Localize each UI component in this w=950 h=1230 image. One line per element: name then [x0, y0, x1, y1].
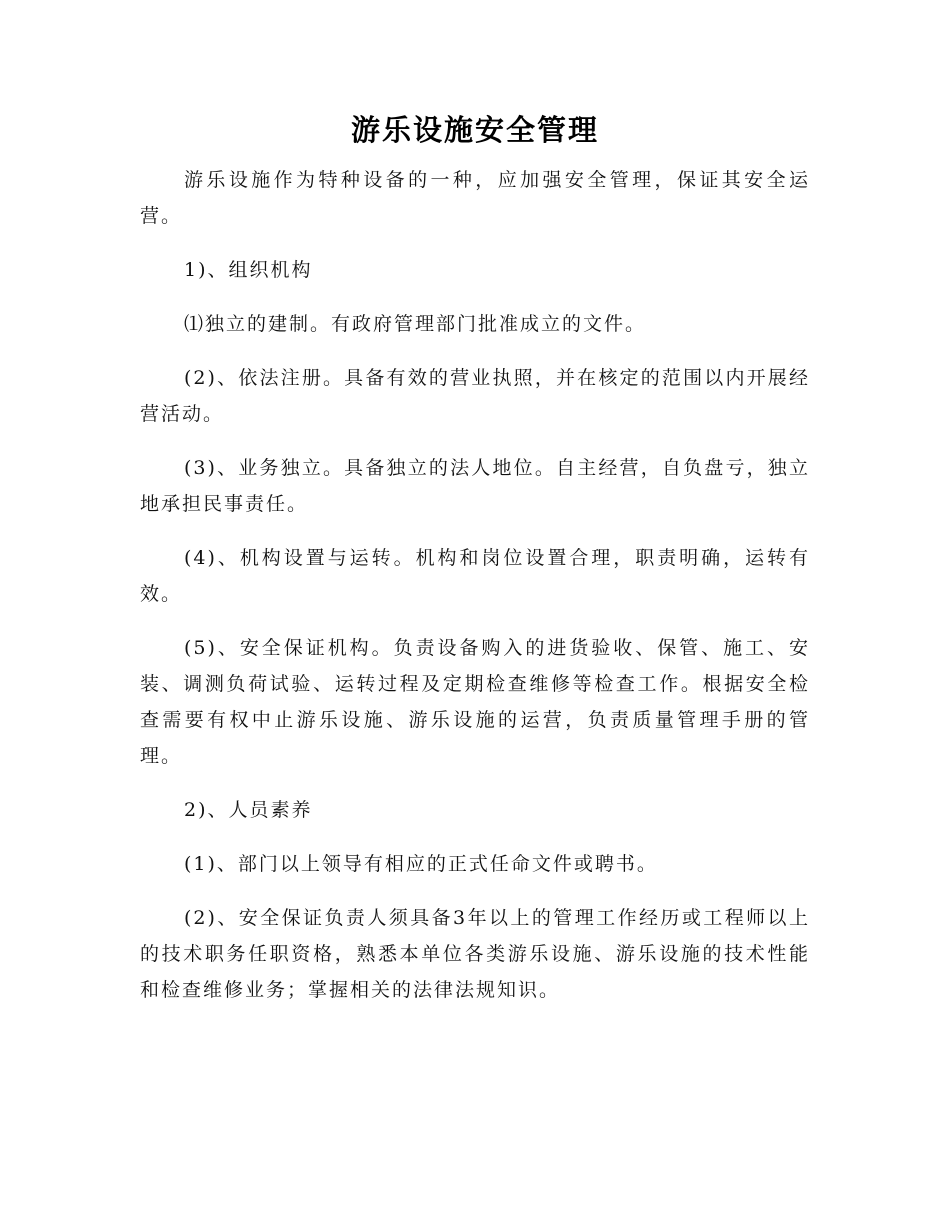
paragraph-item: (4)、机构设置与运转。机构和岗位设置合理，职责明确，运转有效。 [140, 547, 810, 605]
paragraph-item: (3)、业务独立。具备独立的法人地位。自主经营，自负盘亏，独立地承担民事责任。 [140, 457, 810, 515]
document-title: 游乐设施安全管理 [350, 113, 599, 147]
paragraph-item: (5)、安全保证机构。负责设备购入的进货验收、保管、施工、安装、调测负荷试验、运转过程及定期检查维修等检查工作。根据安全检查需要有权中止游乐设施、游乐设施的运营，负责质量管理手册的管理。 [140, 637, 810, 767]
paragraph-item: (2)、安全保证负责人须具备3年以上的管理工作经历或工程师以上的技术职务任职资格，熟悉本单位各类游乐设施、游乐设施的技术性能和检查维修业务；掌握相关的法律法规知识。 [140, 907, 810, 1001]
section-heading-organization: 1)、组织机构 [184, 259, 313, 281]
document-body [140, 162, 810, 1026]
paragraph-item: (1)、部门以上领导有相应的正式任命文件或聘书。 [184, 853, 658, 875]
paragraph-item: (2)、依法注册。具备有效的营业执照，并在核定的范围以内开展经营活动。 [140, 367, 810, 425]
paragraph-item: ⑴独立的建制。有政府管理部门批准成立的文件。 [184, 313, 647, 335]
section-heading-personnel: 2)、人员素养 [184, 799, 313, 821]
paragraph-intro: 游乐设施作为特种设备的一种，应加强安全管理，保证其安全运营。 [140, 169, 810, 227]
